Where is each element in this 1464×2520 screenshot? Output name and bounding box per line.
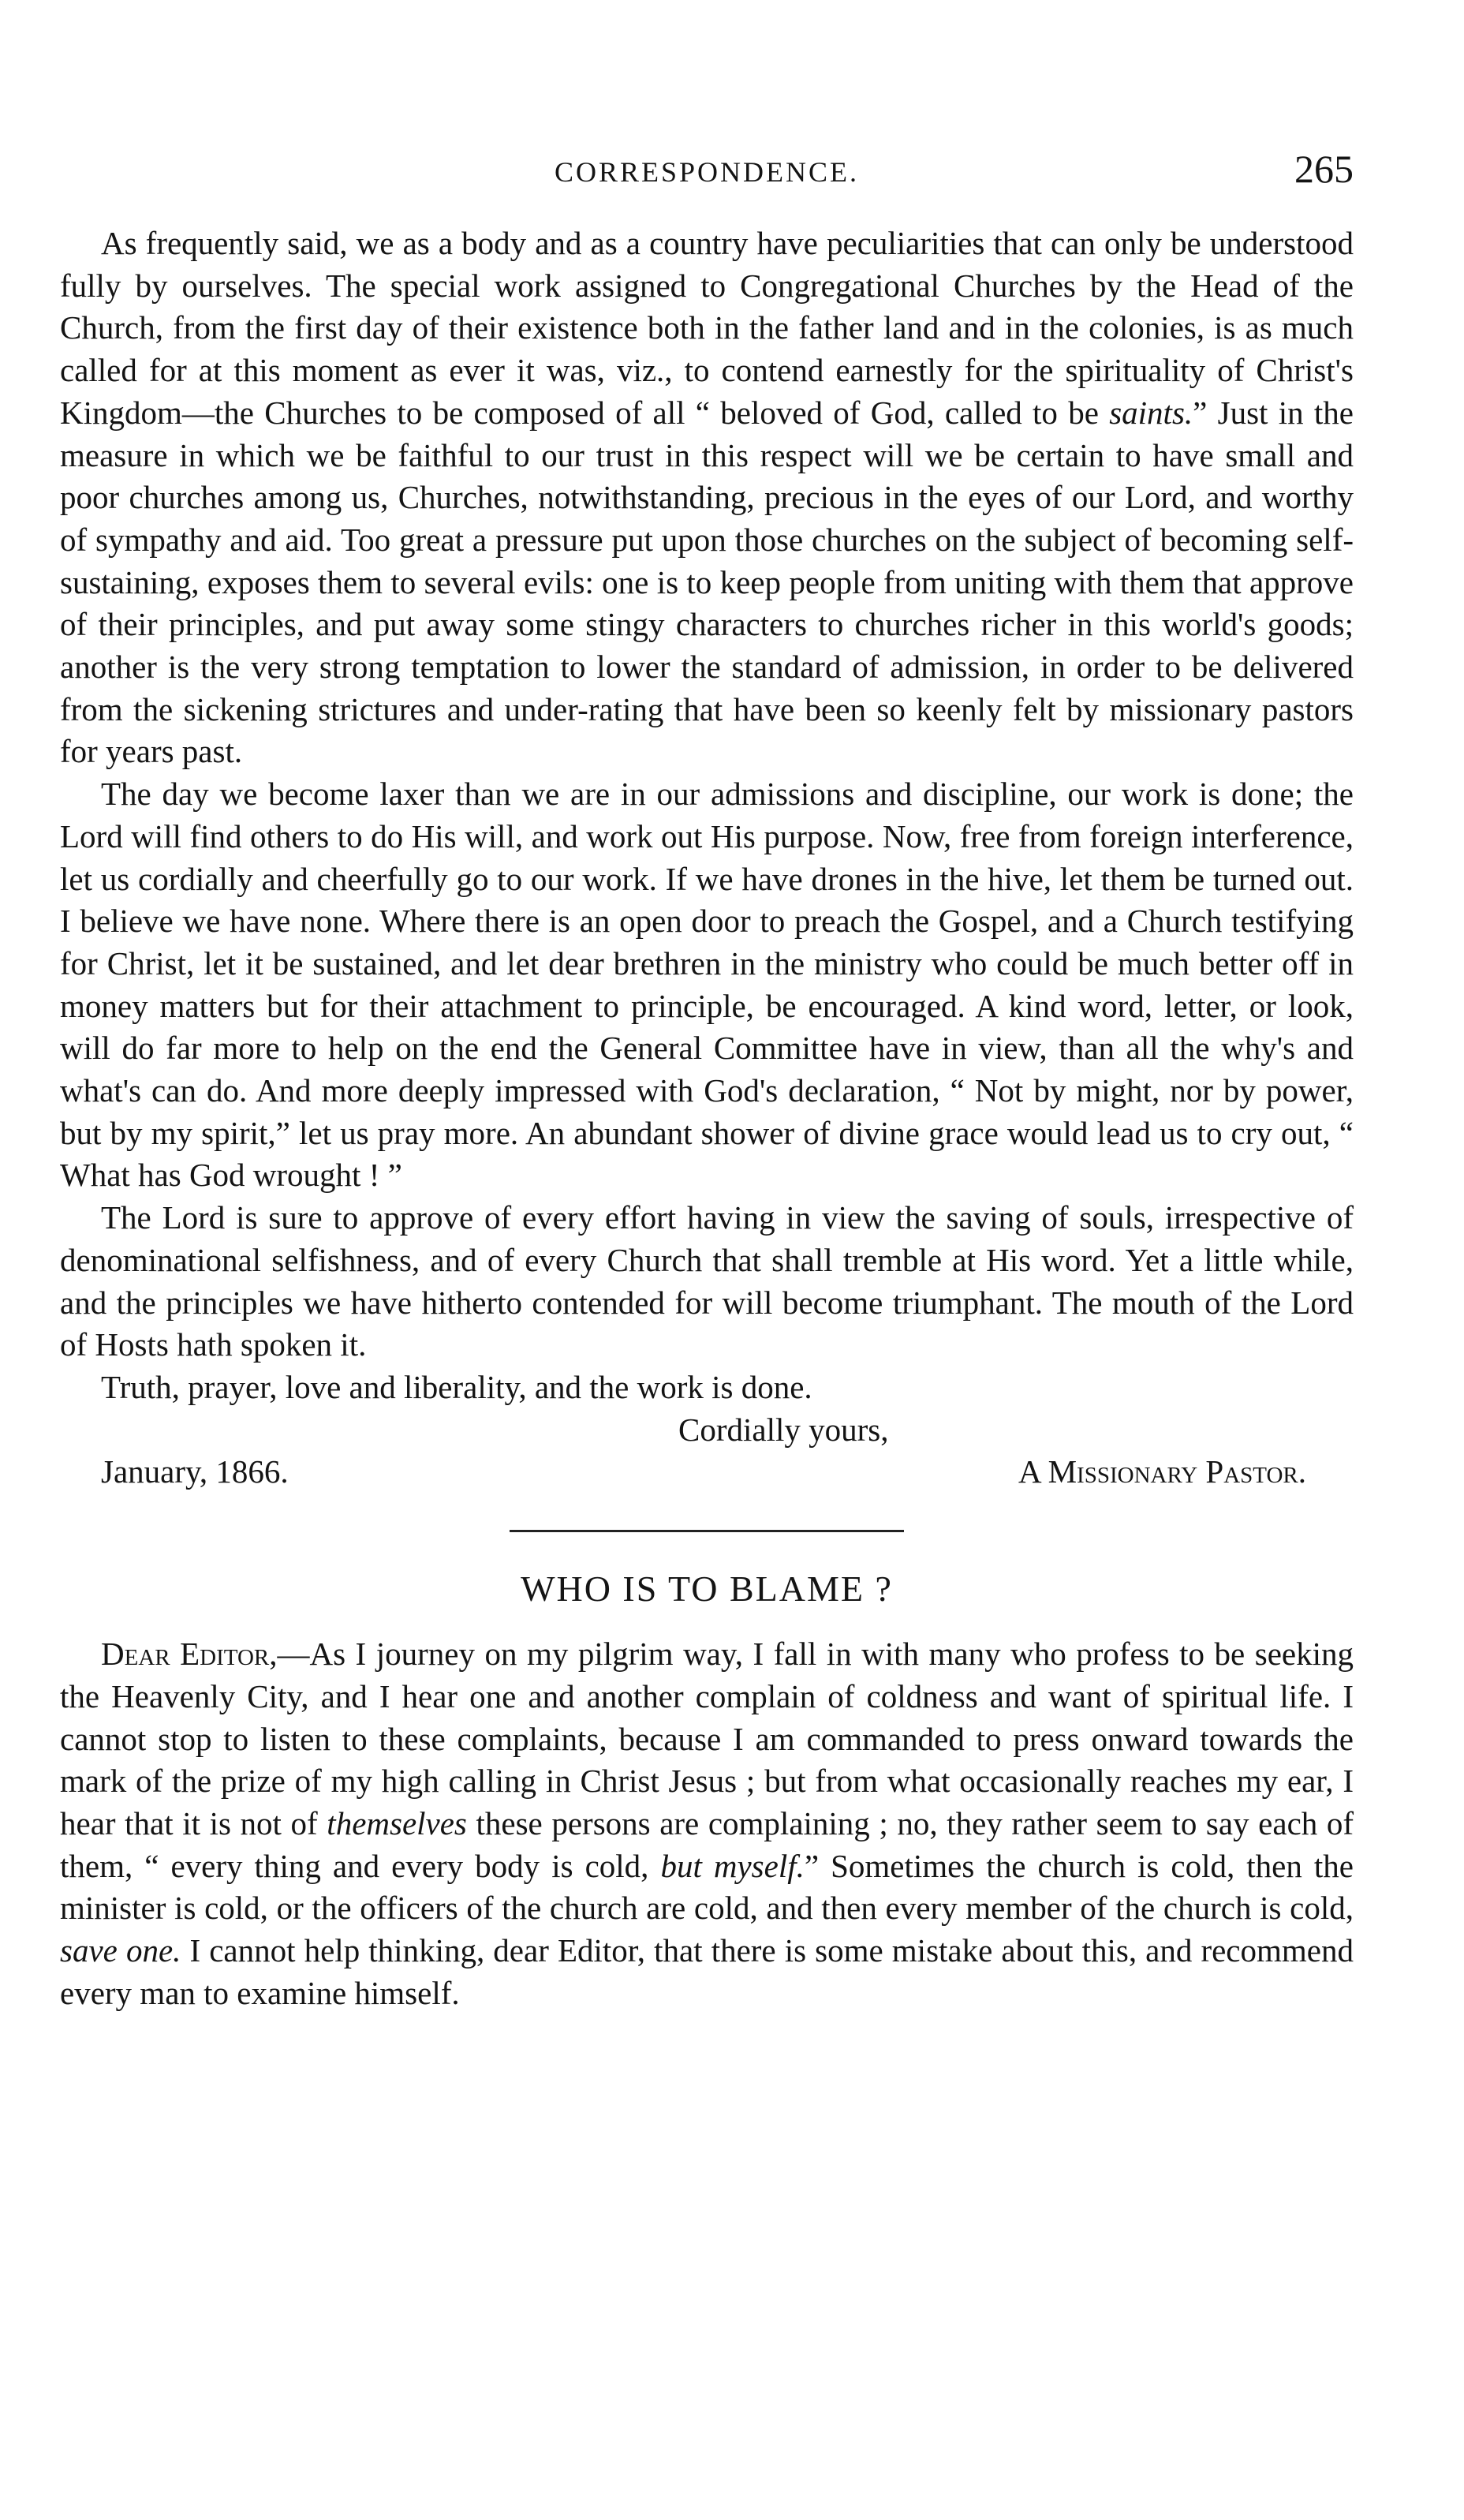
page-body (60, 222, 1354, 2014)
article-title: WHO IS TO BLAME ? (521, 1568, 893, 1610)
article-text: ” Sometimes the church is cold, then the minister is cold, or the officers of the church are cold, and then every member of the church is cold, (60, 1847, 1354, 1927)
saints-italic: saints. (1109, 394, 1193, 431)
article-text: —As I journey on my pilgrim way, I fall in with many who profess to be seeking the Heavenly City, and I hear one and another complain of coldness and want of spiritual life. I cannot stop to listen to these complaints, because I am commanded to press onward towards the mark of the prize of my high calling in Christ Jesus ; but from what occasionally reaches my ear, I hear that it is not of (60, 1636, 1354, 1841)
letter-paragraph-text: As frequently said, we as a body and as a country have peculiarities that can only be understood fully by ourselves. The special work assigned to Congregational Churches by the Head of the Church, from the first day of their existence both in the father land and in the colonies, is as much called for at this moment as ever it was, viz., to contend earnestly for the spirituality of Christ's Kingdom—the Churches to be composed of all “ beloved of God, called to be (60, 225, 1354, 431)
section-divider (510, 1530, 904, 1532)
running-head (60, 146, 1354, 195)
article-text: these persons are complaining ; no, they rather seem to say each of them, “ every thing and every body is cold, (60, 1804, 1354, 1884)
valediction: Cordially yours, (678, 1411, 889, 1448)
salutation: Dear Editor, (101, 1636, 278, 1673)
article-text: I cannot help thinking, dear Editor, that there is some mistake about this, and recommend every man to examine himself. (60, 1932, 1354, 2011)
sign-row (60, 1451, 1354, 1494)
but-myself-italic: but myself. (660, 1847, 805, 1884)
letter-paragraph: The day we become laxer than we are in our admissions and discipline, our work is done; the Lord will find others to do His will, and work out His purpose. Now, free from foreign interference, let us cordially and cheerfully go to our work. If we have drones in the hive, let them be turned out. I believe we have none. Where there is an open door to preach the Gospel, and a Church testifying for Christ, let it be sustained, and let dear brethren in the ministry who could be much better off in money matters but for their attachment to principle, be encouraged. A kind word, letter, or look, will do far more to help on the end the General Committee have in view, than all the why's and what's can do. And more deeply impressed with God's declaration, “ Not by might, nor by power, but by my spirit,” let us pray more. An abundant shower of divine grace would lead us to cry out, “ What has God wrought ! ” (60, 776, 1354, 1194)
letter-paragraph (60, 222, 1354, 773)
save-one-italic: save one. (60, 1932, 181, 1969)
saints-close-quote: ” (1193, 394, 1208, 431)
letter-date: January, 1866. (101, 1453, 289, 1490)
running-title: CORRESPONDENCE. (554, 156, 860, 188)
letter-paragraph-text: Just in the measure in which we be faithful to our trust in this respect will we be certain to have small and poor churches among us, Churches, notwithstanding, precious in the eyes of our Lord, and worthy of sympathy and aid. Too great a pressure put upon those churches on the subject of becoming self-sustaining, exposes them to several evils: one is to keep people from uniting with them that approve of their principles, and put away some stingy characters to churches richer in this world's goods; another is the very strong temptation to lower the standard of admission, in order to be delivered from the sickening strictures and under-rating that have been so keenly felt by missionary pastors for years past. (60, 394, 1354, 770)
closing-line: Truth, prayer, love and liberality, and the work is done. (101, 1368, 812, 1405)
page-number: 265 (1294, 147, 1354, 191)
signature: A Missionary Pastor. (1018, 1453, 1306, 1490)
letter-paragraph: The Lord is sure to approve of every effort having in view the saving of souls, irrespective of denominational selfishness, and of every Church that shall tremble at His word. Yet a little while, and the principles we have hitherto contended for will become triumphant. The mouth of the Lord of Hosts hath spoken it. (60, 1199, 1354, 1363)
themselves-italic: themselves (327, 1804, 467, 1841)
article-paragraph (60, 1633, 1354, 2014)
